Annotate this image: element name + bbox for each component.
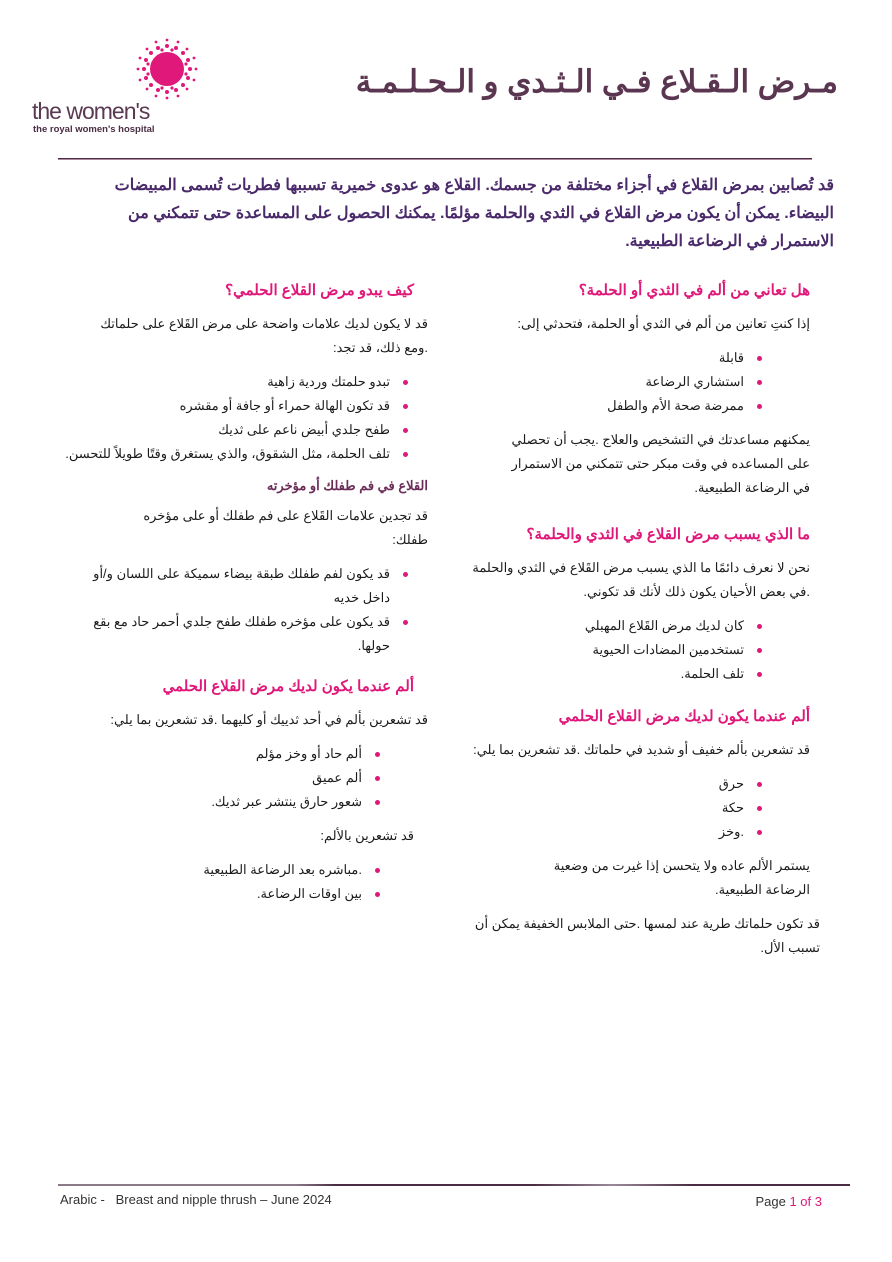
contact-list	[470, 346, 810, 418]
list-item: ألم عميق	[64, 766, 380, 790]
list-item: تبدو حلمتك وردية زاهية	[64, 370, 408, 394]
logo-subtitle: the royal women's hospital	[33, 124, 155, 135]
intro-paragraph: قد تُصابين بمرض القلاع في أجزاء مختلفة من جسمك. القلاع هو عدوى خميرية تسببها فطريات تُسمى المبيضات البيضاء. يمكن أن يكون مرض القلاع في الثدي والحلمة مؤلمًا. يمكنك الحصول على المساعدة حتى تتمكني من الاستمرار في الرضاعة الطبيعية.	[114, 177, 834, 250]
list-item: شعور حارق ينتشر عبر ثديك.	[64, 790, 380, 814]
list-item: استشاري الرضاعة	[470, 370, 762, 394]
list-item: قد يكون لفم طفلك طبقة بيضاء سميكة على اللسان و/أو داخل خديه	[88, 562, 408, 610]
hospital-logo	[30, 36, 180, 136]
footer-document-label: Arabic - Breast and nipple thrush – June 2024	[60, 1192, 332, 1207]
section-text: قد لا يكون لديك علامات واضحة على مرض القَلاع على حلماتك .ومع ذلك، قد تجد:	[100, 316, 428, 355]
list-item: حرق	[470, 772, 762, 796]
page-number: 1 of 3	[789, 1194, 822, 1209]
page-indicator	[755, 1194, 822, 1209]
pain-type-list	[64, 742, 428, 814]
logo-name: the women's	[32, 98, 150, 124]
section-heading: هل تعاني من ألم في الثدي أو الحلمة؟	[578, 282, 810, 299]
section-heading: كيف يبدو مرض القلاع الحلمي؟	[225, 282, 414, 299]
pain-timing-list	[64, 858, 428, 906]
right-column	[470, 280, 820, 970]
list-item: قابلة	[470, 346, 762, 370]
list-item: قد تكون الهالة حمراء أو جافة أو مقشره	[64, 394, 408, 418]
subsection-heading: القلاع في فم طفلك أو مؤخرته	[266, 478, 428, 493]
section-text: قد تشعرين بألم خفيف أو شديد في حلماتك .قد تشعرين بما يلي:	[473, 742, 810, 757]
sun-logo-icon	[134, 36, 200, 102]
list-item: حكة	[470, 796, 762, 820]
list-item: ألم حاد أو وخز مؤلم	[64, 742, 380, 766]
header-divider	[58, 158, 812, 160]
list-item: ممرضة صحة الأم والطفل	[470, 394, 762, 418]
list-item: تستخدمين المضادات الحيوية	[470, 638, 762, 662]
pain-section	[470, 280, 810, 500]
section-text: يمكنهم مساعدتك في التشخيص والعلاج .يجب أن تحصلي على المساعده في وقت مبكر حتى تتمكني من الاستمرار في الرضاعة الطبيعية.	[511, 432, 810, 495]
symptom-list	[470, 772, 810, 844]
section-text: قد تشعرين بالألم:	[320, 828, 414, 843]
list-item: تلف الحلمة.	[470, 662, 762, 686]
page-label: Page	[755, 1194, 790, 1209]
list-item: طفح جلدي أبيض ناعم على ثديك	[64, 418, 408, 442]
section-text: نحن لا نعرف دائمًا ما الذي يسبب مرض القَلاع في الثدي والحلمة .في بعض الأحيان يكون ذلك لأنك قد تكوني.	[472, 560, 810, 599]
section-heading: ما الذي يسبب مرض القلاع في الثدي والحلمة؟	[526, 526, 810, 543]
section-text: إذا كنتِ تعانين من ألم في الثدي أو الحلمة، فتحدثي إلى:	[517, 316, 810, 331]
section-text: قد تكون حلماتك طرية عند لمسها .حتى الملابس الخفيفة يمكن أن تسبب الأل.	[474, 916, 820, 955]
cause-section	[470, 524, 810, 686]
list-item: كان لديك مرض القَلاع المهبلي	[470, 614, 762, 638]
list-item: قد يكون على مؤخره طفلك طفح جلدي أحمر حاد مع بقع حولها.	[64, 610, 408, 658]
section-text: يستمر الألم عاده ولا يتحسن إذا غيرت من وضعية الرضاعة الطبيعية.	[553, 858, 810, 897]
baby-sign-list	[64, 562, 428, 658]
footer-divider	[58, 1184, 850, 1186]
list-item: بين اوقات الرضاعة.	[64, 882, 380, 906]
list-item: .وخز	[470, 820, 762, 844]
cause-list	[470, 614, 810, 686]
look-section	[64, 280, 428, 466]
list-item: .مباشره بعد الرضاعة الطبيعية	[64, 858, 380, 882]
baby-section	[64, 476, 428, 658]
left-column	[64, 280, 428, 916]
section-text: قد تجدين علامات القَلاع على فم طفلك أو على مؤخره طفلك:	[143, 508, 428, 547]
sign-list	[64, 370, 428, 466]
section-heading: ألم عندما يكون لديك مرض القلاع الحلمي	[558, 708, 810, 725]
page-title: مـرض الـقـلاع فـي الـثـدي و الـحـلـمـة	[355, 64, 838, 99]
section-heading: ألم عندما يكون لديك مرض القلاع الحلمي	[162, 678, 414, 695]
nipple-pain-section	[470, 706, 820, 960]
breast-pain-section	[64, 676, 428, 906]
section-text: قد تشعرين بألم في أحد ثدييك أو كليهما .قد تشعرين بما يلي:	[110, 712, 428, 727]
list-item: تلف الحلمة، مثل الشقوق، والذي يستغرق وقتًا طويلاً للتحسن.	[64, 442, 408, 466]
